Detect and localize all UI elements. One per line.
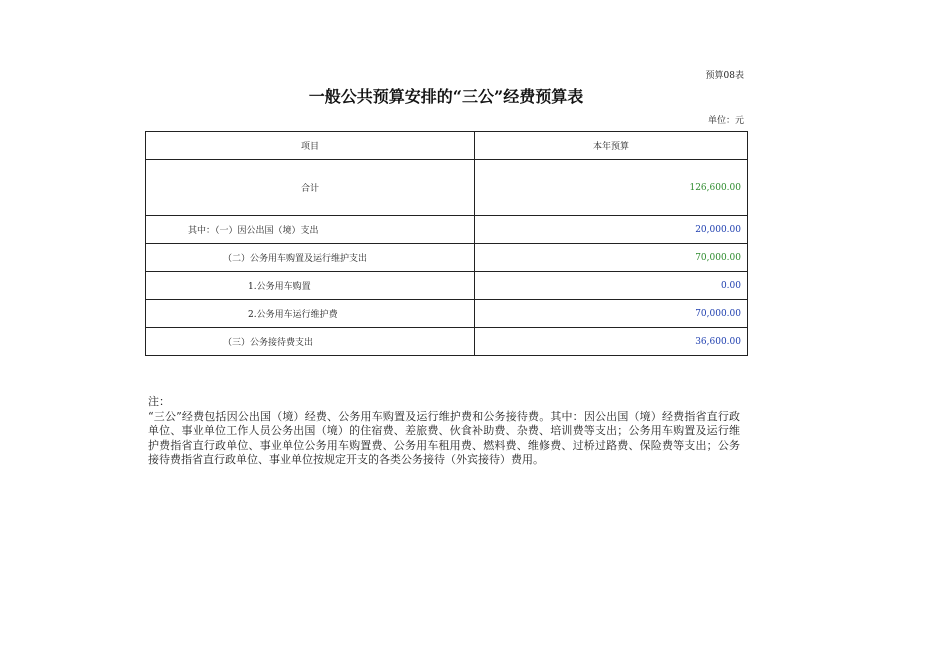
footnote: [148, 395, 740, 468]
table-row-total: [146, 160, 748, 216]
page-title: 一般公共预算安排的“三公”经费预算表: [308, 87, 584, 106]
row-value-reception: 36,600.00: [475, 328, 748, 356]
row-value-vehicle: 70,000.00: [475, 244, 748, 272]
row-label-overseas: 其中：（一）因公出国（境）支出: [146, 216, 475, 244]
budget-table: [145, 131, 748, 356]
table-row: [146, 244, 748, 272]
total-value: 126,600.00: [475, 160, 748, 216]
table-row: [146, 272, 748, 300]
row-label-vehicle: （二）公务用车购置及运行维护支出: [146, 244, 475, 272]
form-code: 预算08表: [705, 71, 744, 81]
row-value-vehicle-purchase: 0.00: [475, 272, 748, 300]
table-row: [146, 328, 748, 356]
footnote-body: “三公”经费包括因公出国（境）经费、公务用车购置及运行维护费和公务接待费。其中：因公出国（境）经费指省直行政单位、事业单位工作人员公务出国（境）的住宿费、差旅费、伙食补助费、杂费、培训费等支出；公务用车购置及运行维护费指省直行政单位、事业单位公务用车购置费、公务用车租用费、燃料费、维修费、过桥过路费、保险费等支出；公务接待费指省直行政单位、事业单位按规定开支的各类公务接待（外宾接待）费用。: [148, 409, 740, 466]
table-row: [146, 216, 748, 244]
row-label-reception: （三）公务接待费支出: [146, 328, 475, 356]
footnote-title: 注：: [148, 395, 170, 408]
table-header-row: [146, 132, 748, 160]
table-row: [146, 300, 748, 328]
row-label-vehicle-purchase: 1.公务用车购置: [146, 272, 475, 300]
unit-label: 单位：元: [707, 116, 744, 126]
column-header-item: 项目: [146, 132, 475, 160]
row-value-overseas: 20,000.00: [475, 216, 748, 244]
row-value-vehicle-maintenance: 70,000.00: [475, 300, 748, 328]
row-label-vehicle-maintenance: 2.公务用车运行维护费: [146, 300, 475, 328]
column-header-budget: 本年预算: [475, 132, 748, 160]
total-label: 合计: [146, 160, 475, 216]
